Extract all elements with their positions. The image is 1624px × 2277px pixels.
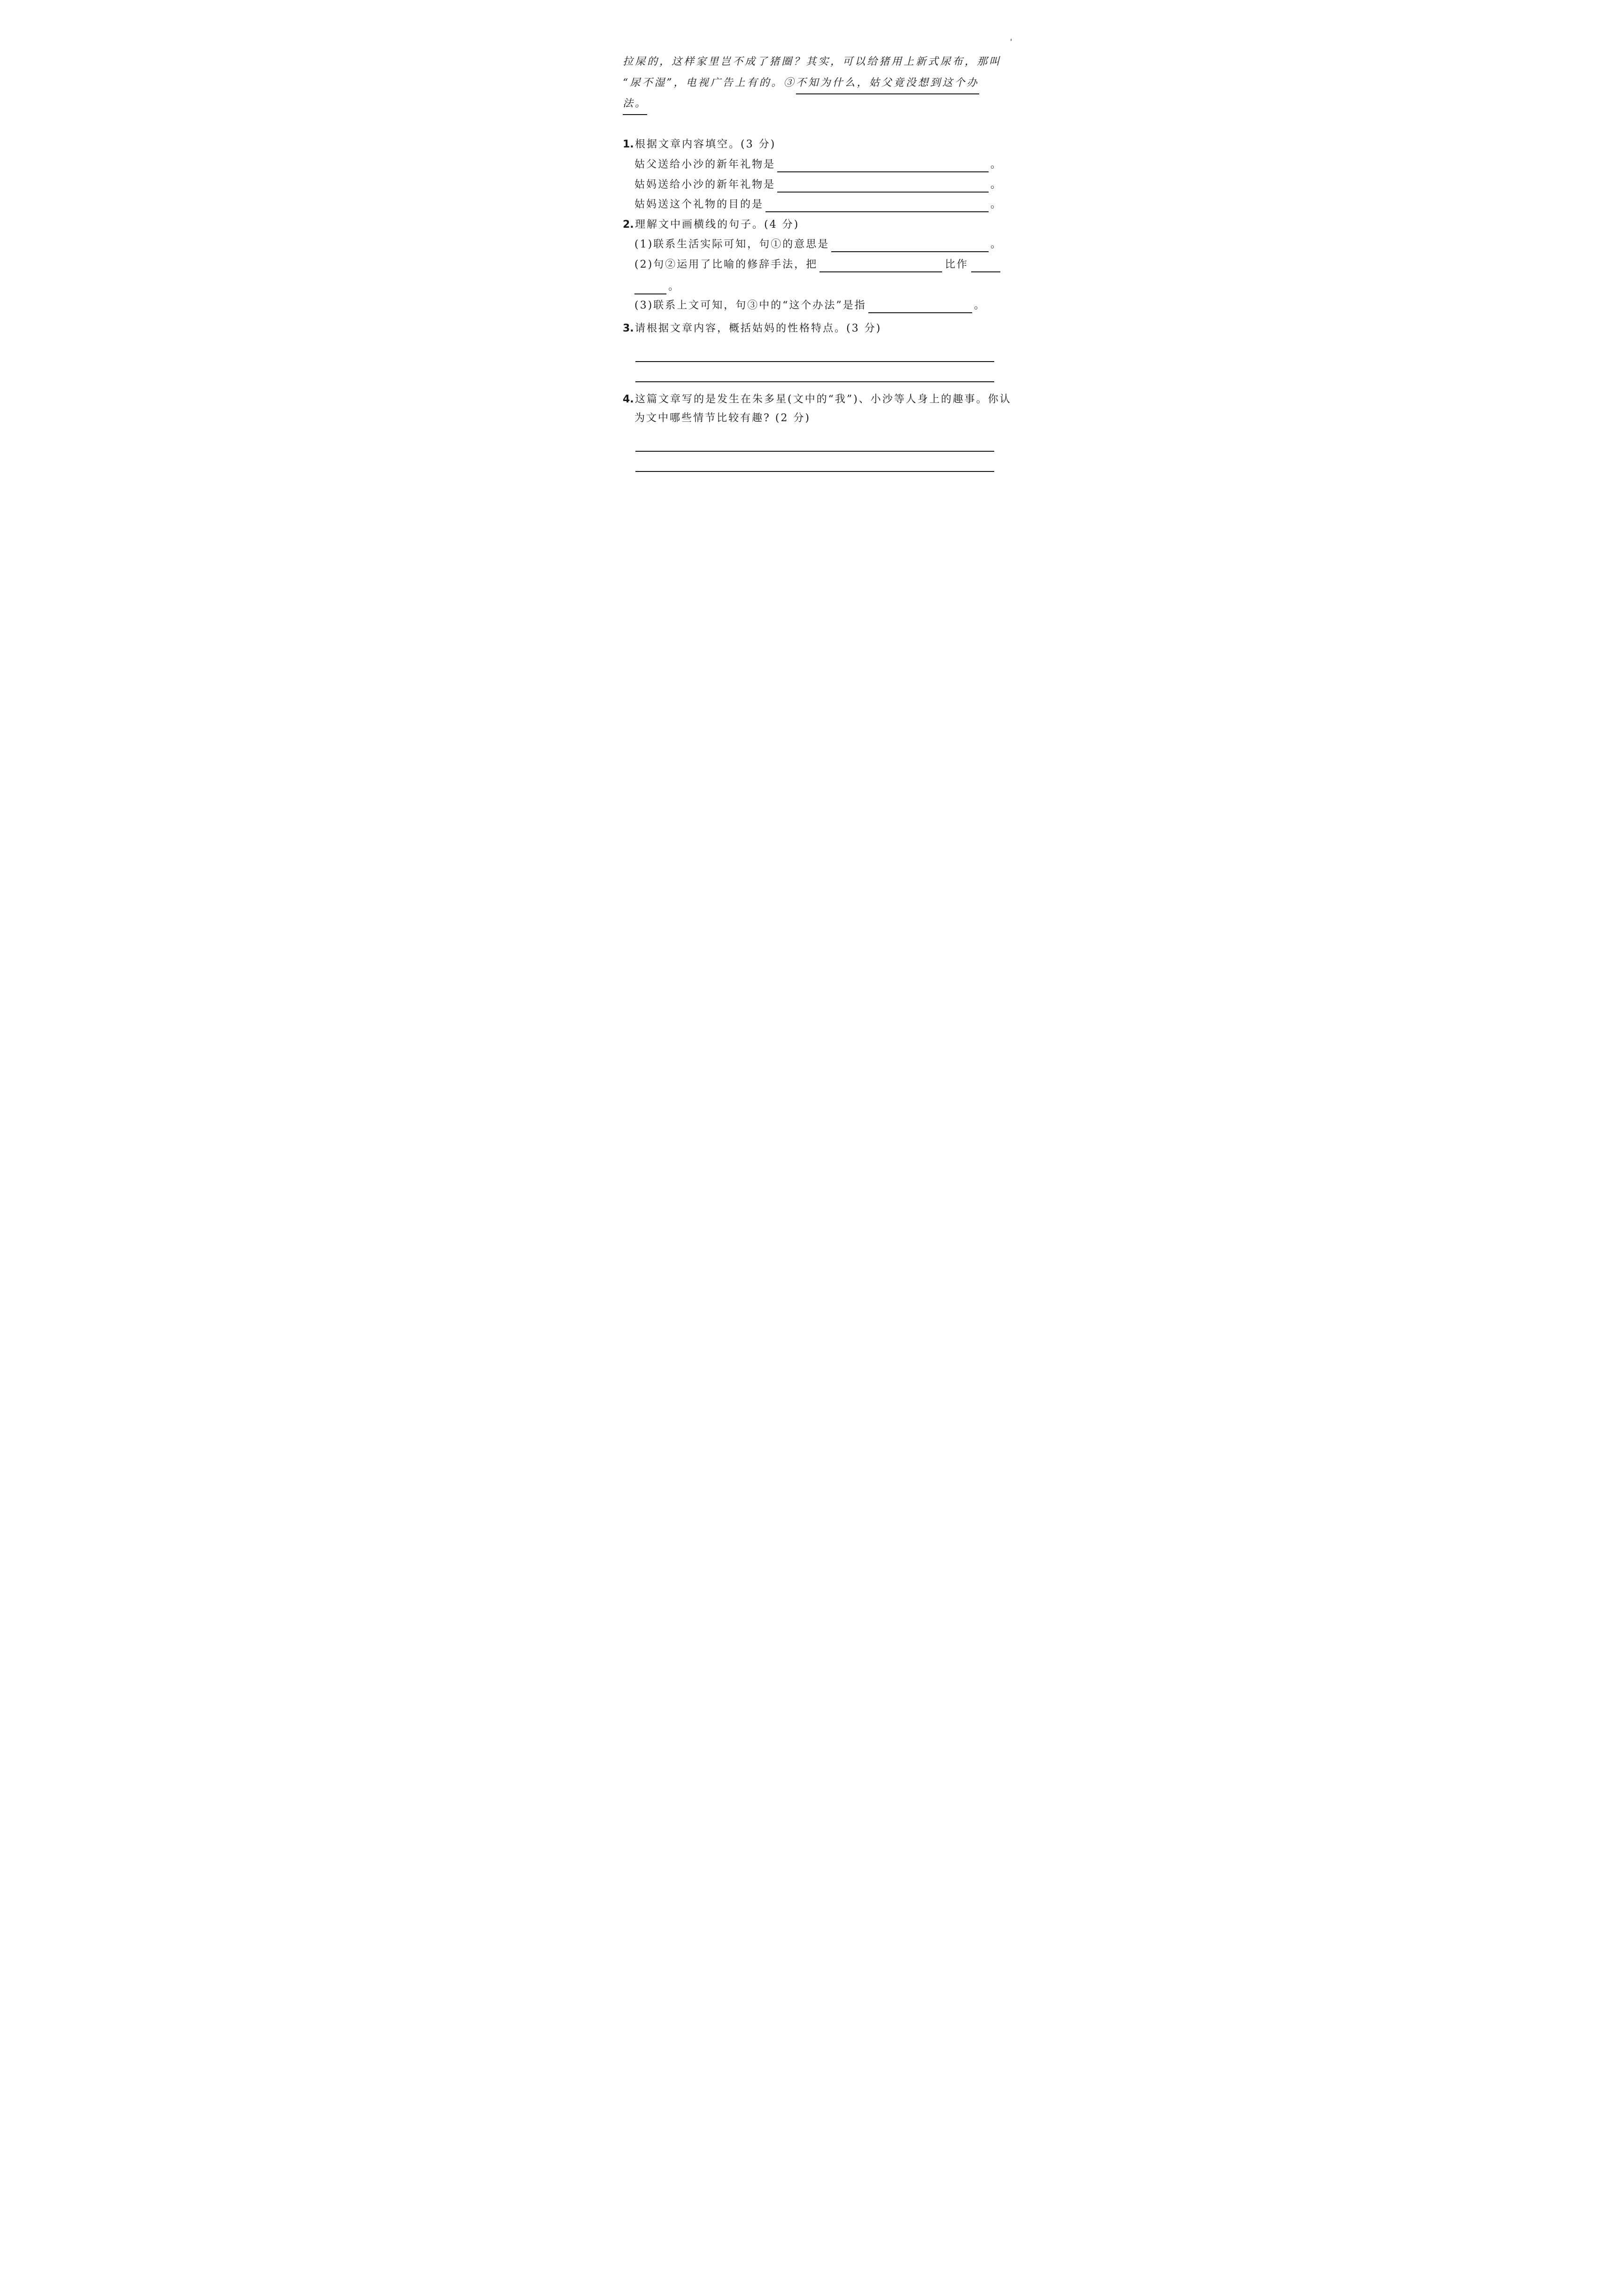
fill-in-lead: 姑父送给小沙的新年礼物是 <box>634 159 776 170</box>
question-3-number: 3. <box>623 323 634 334</box>
stray-ink-mark: ' <box>1009 37 1013 47</box>
question-2-header <box>623 216 1002 234</box>
question-2-item-1 <box>634 236 1002 254</box>
question-4-prompt-line-2: 为文中哪些情节比较有趣? (2 分) <box>634 412 811 424</box>
fill-in-period: 。 <box>990 239 1002 250</box>
question-3-header <box>623 320 1002 338</box>
passage-underlined-sentence: 法。 <box>623 95 647 115</box>
blank-line <box>777 156 989 172</box>
question-2-item-2 <box>634 256 1002 274</box>
question-3-prompt: 请根据文章内容，概括姑妈的性格特点。(3 分) <box>635 323 882 334</box>
question-1-number: 1. <box>623 139 634 150</box>
fill-in-lead: (3)联系上文可知，句③中的“这个办法”是指 <box>634 300 866 311</box>
fill-in-lead: 姑妈送这个礼物的目的是 <box>634 199 764 210</box>
blank-line <box>868 297 972 313</box>
fill-in-period: 。 <box>668 281 681 293</box>
blank-line <box>777 176 989 193</box>
question-1-item-2 <box>634 176 1002 194</box>
fill-in-lead: 姑妈送给小沙的新年礼物是 <box>634 179 776 191</box>
fill-in-period: 。 <box>990 159 1002 170</box>
blank-line <box>820 256 942 272</box>
question-4-number: 4. <box>623 394 634 405</box>
question-1-header <box>623 136 1002 154</box>
passage-line-2 <box>623 74 1002 92</box>
question-4-prompt-continuation <box>634 409 1002 427</box>
blank-line <box>766 196 989 212</box>
fill-in-lead: (1)联系生活实际可知，句①的意思是 <box>634 239 830 250</box>
question-1-item-1 <box>634 156 1002 174</box>
question-4-prompt-line-1: 这篇文章写的是发生在朱多星(文中的“我”)、小沙等人身上的趣事。你认 <box>635 394 1012 405</box>
answer-line <box>635 361 994 362</box>
question-2-prompt: 理解文中画横线的句子。(4 分) <box>635 219 800 231</box>
worksheet-page <box>577 0 1047 658</box>
question-4-header <box>623 391 1012 409</box>
passage-line-1 <box>623 53 1002 71</box>
question-2-item-3 <box>634 297 986 315</box>
fill-in-mid-text: 比作 <box>944 259 968 270</box>
blank-line <box>831 236 989 252</box>
passage-line-3 <box>623 95 1002 113</box>
answer-line <box>635 451 994 452</box>
question-1-item-3 <box>634 196 1002 214</box>
passage-text: 拉屎的，这样家里岂不成了猪圈？其实，可以给猪用上新式尿布，那叫 <box>623 56 1002 68</box>
passage-underlined-sentence: 不知为什么，姑父竟没想到这个办 <box>796 74 979 94</box>
passage-text: “尿不湿”，电视广告上有的。③ <box>623 77 796 89</box>
question-2-item-2-continuation <box>634 278 1002 296</box>
blank-line <box>634 278 666 294</box>
question-1-prompt: 根据文章内容填空。(3 分) <box>635 139 776 150</box>
answer-line <box>635 381 994 382</box>
question-2-number: 2. <box>623 219 634 231</box>
fill-in-period: 。 <box>974 300 986 311</box>
fill-in-period: 。 <box>990 199 1002 210</box>
fill-in-lead: (2)句②运用了比喻的修辞手法，把 <box>634 259 818 270</box>
blank-line <box>971 256 1000 272</box>
answer-line <box>635 471 994 472</box>
fill-in-period: 。 <box>990 179 1002 191</box>
